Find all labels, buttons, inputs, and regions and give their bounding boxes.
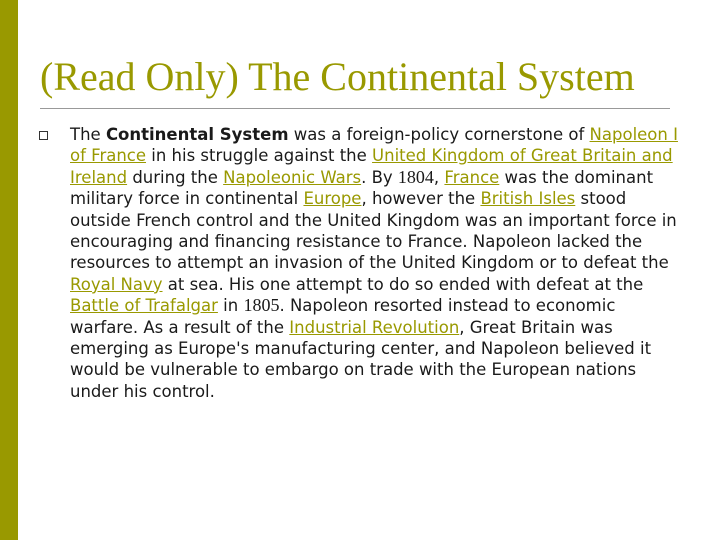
- paragraph-text: . Napoleon resorted instead to economic warfare. As a result of the: [70, 296, 616, 337]
- link-british-isles[interactable]: British Isles: [480, 189, 576, 209]
- paragraph-text: during the: [127, 167, 224, 187]
- year-number: 1805: [243, 295, 280, 316]
- link-industrial-revolution[interactable]: Industrial Revolution: [289, 317, 460, 337]
- link-napoleon-i-of-france[interactable]: Napoleon I of France: [70, 125, 678, 166]
- body-paragraph: [70, 124, 682, 402]
- slide-title: (Read Only) The Continental System: [40, 54, 635, 99]
- link-united-kingdom-of-great-britain-and-ireland[interactable]: United Kingdom of Great Britain and Ireland: [70, 146, 673, 187]
- paragraph-text: at sea. His one attempt to do so ended with defeat at the: [162, 274, 644, 294]
- link-europe[interactable]: Europe: [303, 189, 362, 209]
- paragraph-text: , Great Britain was emerging as Europe's manufacturing center, and Napoleon believed it would be vulnerable to embargo on trade with the European nations under his control.: [70, 317, 652, 401]
- paragraph-text: The: [70, 125, 106, 144]
- link-royal-navy[interactable]: Royal Navy: [70, 274, 163, 294]
- link-napoleonic-wars[interactable]: Napoleonic Wars: [223, 167, 362, 187]
- left-accent-bar: [0, 0, 18, 540]
- link-france[interactable]: France: [444, 167, 500, 187]
- link-battle-of-trafalgar[interactable]: Battle of Trafalgar: [70, 296, 218, 316]
- paragraph-text: was the dominant military force in continental: [70, 167, 654, 209]
- paragraph-text: , however the: [361, 189, 481, 209]
- paragraph-text: in: [217, 296, 244, 316]
- paragraph-text: . By: [361, 167, 398, 187]
- paragraph-text: stood outside French control and the United Kingdom was an important force in encouraging and financing resistance to France. Napoleon lacked the resources to attempt an invasion of the United Kingdom or to defeat the: [70, 189, 677, 273]
- paragraph-text: ,: [433, 167, 445, 187]
- title-divider: [40, 108, 670, 109]
- year-number: 1804: [397, 166, 434, 187]
- paragraph-text: was a foreign-policy cornerstone of: [288, 125, 590, 144]
- paragraph-text: in his struggle against the: [146, 146, 373, 166]
- square-bullet-icon: [39, 131, 48, 140]
- bold-term: Continental System: [105, 125, 289, 144]
